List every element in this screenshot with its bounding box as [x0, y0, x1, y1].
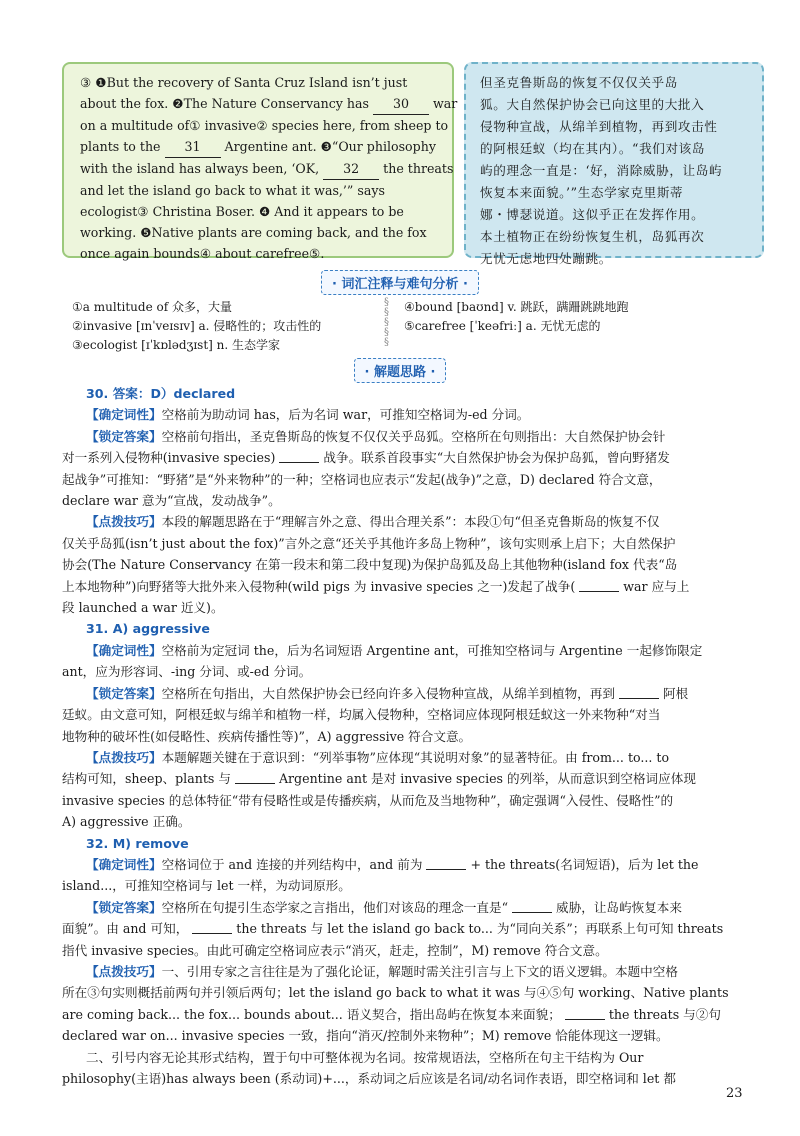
q32-tip	[62, 961, 738, 1047]
analysis-line: invasive species 的总体特征“带有侵略性或是传播疾病，从而危及当地物种”，确定强调“入侵性、侵略性”的	[62, 792, 674, 808]
vocab-left-column	[72, 298, 321, 355]
translation-line: 本土植物正在纷纷恢复生机，岛狐再次	[480, 229, 705, 244]
analysis-line: 段 launched a war 近义)。	[62, 600, 224, 616]
passage-line: and let the island go back to what it was,’” says	[80, 183, 385, 198]
analysis-line: 廷蚁。由文意可知，阿根廷蚁与绵羊和植物一样，均属入侵物种，空格词应体现阿根廷蚁这一外来物种“对当	[62, 707, 661, 723]
vocab-entry: ③ecologist [ɪˈkɒlədʒɪst] n. 生态学家	[72, 338, 281, 352]
answer-blank: 30	[373, 93, 429, 115]
answer-31: 31. A) aggressive	[86, 621, 210, 637]
answer-blank	[279, 450, 319, 463]
analysis-line: 【锁定答案】空格前句指出，圣克鲁斯岛的恢复不仅仅关乎岛狐。空格所在句则指出：大自然保护协会针	[86, 428, 666, 444]
analysis-line: ant，应为形容词、-ing 分词、或-ed 分词。	[62, 664, 312, 680]
q32-word-class	[62, 854, 738, 897]
analysis-line: A) aggressive 正确。	[62, 814, 191, 830]
passage-line: working. ❺Native plants are coming back, and the fox	[80, 225, 427, 240]
passage-line: plants to the 31 Argentine ant. ❸“Our philosophy	[80, 136, 440, 158]
analysis-line: 所在③句实则概括前两句并引领后两句；let the island go back to what it was 与④⑤句 working、Native plants	[62, 985, 729, 1001]
passage-line: about the fox. ❷The Nature Conservancy has 30 war	[80, 93, 440, 115]
passage-line: ecologist③ Christina Boser. ❹ And it appears to be	[80, 204, 404, 219]
answer-blank	[235, 771, 275, 784]
answer-32: 32. M) remove	[86, 835, 189, 851]
vocab-entry: ①a multitude of 众多，大量	[72, 300, 232, 314]
q30-tip	[62, 511, 738, 618]
analysis-tag: 【锁定答案】	[86, 685, 162, 701]
translation-box	[464, 62, 764, 266]
page-number: 23	[726, 1086, 743, 1101]
answer-blank	[192, 921, 232, 934]
vocab-entry: ⑤carefree [ˈkeəfriː] a. 无忧无虑的	[404, 319, 601, 333]
q32-answer-lock	[62, 897, 738, 961]
analysis-line: 结构可知，sheep、plants 与 Argentine ant 是对 invasive species 的列举，从而意识到空格词应体现	[62, 771, 696, 787]
translation-line: 恢复本来面貌。’”生态学家克里斯蒂	[480, 185, 684, 200]
vocab-entry: ②invasive [ɪnˈveɪsɪv] a. 侵略性的；攻击性的	[72, 319, 322, 333]
analysis-section-title	[0, 358, 800, 383]
passage-line: on a multitude of① invasive② species here, from sheep to	[80, 118, 449, 133]
vocab-entry: ④bound [baʊnd] v. 跳跃，蹒跚跳跳地跑	[404, 300, 629, 314]
analysis-tag: 【点拨技巧】	[86, 514, 162, 530]
analysis-line: philosophy(主语)has always been (系动词)+...，系动词之后应该是名词/动名词作表语，即空格词和 let 都	[62, 1071, 676, 1086]
analysis-line: 仅关乎岛狐(isn’t just about the fox)”言外之意“还关乎其他许多岛上物种”，该句实则承上启下；大自然保护	[62, 535, 676, 551]
analysis-line: 【确定词性】空格前为助动词 has，后为名词 war，可推知空格词为-ed 分词。	[86, 407, 530, 423]
q30-word-class	[62, 404, 738, 425]
translation-line: 但圣克鲁斯岛的恢复不仅仅关乎岛	[480, 75, 678, 90]
answer-blank	[619, 686, 659, 699]
q31-answer-lock	[62, 683, 738, 747]
analysis-line: 【确定词性】空格前为定冠词 the，后为名词短语 Argentine ant，可推知空格词与 Argentine 一起修饰限定	[86, 642, 703, 658]
analysis-line: 协会(The Nature Conservancy 在第一段末和第二段中复现)为保护岛狐及岛上其他物种(island fox 代表“岛	[62, 557, 678, 573]
analysis-line: 【锁定答案】空格所在句提引生态学家之言指出，他们对该岛的理念一直是“ 威胁，让岛屿恢复本来	[86, 899, 682, 915]
analysis-tag: 【锁定答案】	[86, 899, 162, 915]
answer-blank	[579, 579, 619, 592]
analysis-tag: 【点拨技巧】	[86, 963, 162, 979]
translation-line: 狐。大自然保护协会已向这里的大批入	[480, 97, 705, 112]
vocab-right-column	[404, 298, 628, 336]
passage-line: with the island has always been, ‘OK, 32 the threats	[80, 158, 440, 180]
top-section	[62, 62, 762, 266]
analysis-tag: 【确定词性】	[86, 856, 162, 872]
q32-tip-2	[62, 1047, 738, 1090]
analysis-line: 指代 invasive species。由此可确定空格词应表示“消灭，赶走，控制”，M) remove 符合文意。	[62, 942, 608, 958]
analysis-tag: 【确定词性】	[86, 407, 162, 423]
vocab-title-label: · 词汇注释与难句分析 ·	[321, 270, 479, 295]
analysis-line: 地物种的破坏性(如侵略性、疾病传播性等)”，A) aggressive 符合文意。	[62, 728, 472, 744]
q31-word-class	[62, 640, 738, 683]
answer-blank	[565, 1007, 605, 1020]
analysis-title-label: · 解题思路 ·	[354, 358, 447, 383]
translation-line: 的阿根廷蚁（均在其内）。“我们对该岛	[480, 141, 706, 156]
analysis-line: 对一系列入侵物种(invasive species) 战争。联系首段事实“大自然保护协会为保护岛狐，曾向野猪发	[62, 450, 670, 466]
translation-line: 屿的理念一直是：‘好，消除威胁，让岛屿	[480, 163, 723, 178]
analysis-line: 【确定词性】空格词位于 and 连接的并列结构中，and 前为 + the threats(名词短语)，后为 let the	[86, 856, 699, 872]
analysis-line: 起战争”可推知：“野猪”是“外来物种”的一种；空格词也应表示“发起(战争)”之意，D) declared 符合文意，	[62, 471, 662, 487]
answer-blank	[512, 900, 552, 913]
analysis-line: declare war 意为“宣战，发动战争”。	[62, 493, 281, 509]
analysis-line: 上本地物种”)向野猪等大批外来入侵物种(wild pigs 为 invasive species 之一)发起了战争( war 应与上	[62, 578, 690, 594]
passage-box	[62, 62, 458, 261]
vocab-section-title	[0, 270, 800, 295]
passage-line: ③ ❶But the recovery of Santa Cruz Island isn’t just	[80, 75, 408, 90]
translation-line: 无忧无虑地四处蹦跳。	[480, 251, 612, 266]
analysis-line: island...，可推知空格词与 let 一样，为动词原形。	[62, 878, 351, 894]
translation-line: 娜・博瑟说道。这似乎正在发挥作用。	[480, 207, 705, 222]
analysis-line: 二、引号内容无论其形式结构，置于句中可整体视为名词。按常规语法，空格所在句主干结构为 Our	[86, 1049, 644, 1065]
q31-tip	[62, 747, 738, 833]
analysis-line: declared war on... invasive species 一致，指向“消灭/控制外来物种”；M) remove 恰能体现这一逻辑。	[62, 1028, 669, 1044]
analysis-line: 【点拨技巧】一、引用专家之言往往是为了强化论证，解题时需关注引言与上下文的语义逻辑。本题中空格	[86, 963, 678, 979]
passage-line: once again bounds④ about carefree⑤.	[80, 246, 325, 261]
vocab-divider: § § § § §	[384, 297, 389, 348]
analysis-line: 面貌”。由 and 可知， the threats 与 let the island go back to... 为“同向关系”；再联系上句可知 threats	[62, 921, 724, 937]
q30-answer-lock	[62, 426, 738, 512]
answer-blank	[426, 857, 466, 870]
answer-30: 30. 答案：D）declared	[86, 386, 236, 401]
analysis-line: 【锁定答案】空格所在句指出，大自然保护协会已经向许多入侵物种宣战，从绵羊到植物，再到 阿根	[86, 685, 689, 701]
analysis-line: 【点拨技巧】本题解题关键在于意识到：“列举事物”应体现“其说明对象”的显著特征。由 from... to... to	[86, 749, 670, 765]
analysis-body	[62, 383, 738, 1089]
answer-blank: 31	[165, 136, 221, 158]
analysis-tag: 【确定词性】	[86, 642, 162, 658]
translation-line: 侵物种宣战，从绵羊到植物，再到攻击性	[480, 119, 718, 134]
analysis-tag: 【点拨技巧】	[86, 749, 162, 765]
analysis-line: 【点拨技巧】本段的解题思路在于“理解言外之意、得出合理关系”：本段①句“但圣克鲁斯岛的恢复不仅	[86, 514, 660, 530]
answer-blank: 32	[323, 158, 379, 180]
analysis-line: are coming back... the fox... bounds about... 语义契合，指出岛屿在恢复本来面貌； the threats 与②句	[62, 1006, 721, 1022]
analysis-tag: 【锁定答案】	[86, 428, 162, 444]
